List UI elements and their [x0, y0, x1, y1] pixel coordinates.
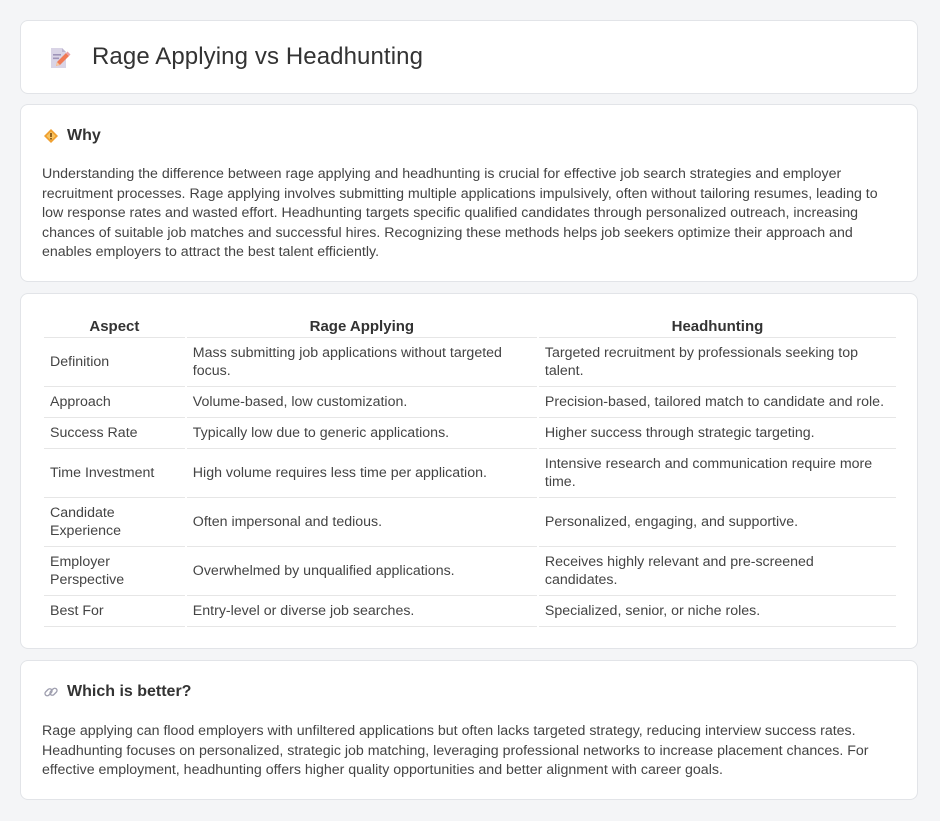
comparison-table — [42, 314, 898, 627]
table-row — [44, 449, 896, 498]
table-row — [44, 387, 896, 418]
why-heading-row — [43, 127, 101, 145]
cell-aspect: Time Investment — [44, 449, 185, 498]
cell-aspect: Employer Perspective — [44, 547, 185, 596]
cell-head: Precision-based, tailored match to candidate and role. — [539, 387, 896, 418]
header-headhunting: Headhunting — [539, 314, 896, 338]
cell-head: Personalized, engaging, and supportive. — [539, 498, 896, 547]
cell-head: Specialized, senior, or niche roles. — [539, 596, 896, 627]
cell-aspect: Success Rate — [44, 418, 185, 449]
page-title: Rage Applying vs Headhunting — [92, 43, 424, 70]
cell-rage: Volume-based, low customization. — [187, 387, 537, 418]
why-text: Understanding the difference between rage applying and headhunting is crucial for effective job search strategies and employer recruitment processes. Rage applying involves submitting multiple applications impulsively, often without tailoring resumes, leading to low response rates and wasted effort. Headhunting targets specific qualified candidates through personalized outreach, increasing chances of suitable job matches and successful hires. Recognizing these methods helps job seekers optimize their approach and enables employers to attract the best talent efficiently. — [42, 166, 878, 260]
cell-head: Intensive research and communication require more time. — [539, 449, 896, 498]
cell-rage: Entry-level or diverse job searches. — [187, 596, 537, 627]
why-heading: Why — [67, 127, 101, 144]
better-section — [20, 660, 918, 800]
table-row — [44, 338, 896, 387]
cell-aspect: Approach — [44, 387, 185, 418]
header-rage-applying: Rage Applying — [187, 314, 537, 338]
cell-rage: Mass submitting job applications without targeted focus. — [187, 338, 537, 387]
table-row — [44, 498, 896, 547]
table-header-row — [44, 314, 896, 338]
cell-rage: Often impersonal and tedious. — [187, 498, 537, 547]
link-icon — [43, 684, 59, 700]
cell-head: Receives highly relevant and pre-screened candidates. — [539, 547, 896, 596]
cell-aspect: Best For — [44, 596, 185, 627]
why-section — [20, 104, 918, 282]
table-row — [44, 596, 896, 627]
cell-head: Higher success through strategic targeting. — [539, 418, 896, 449]
cell-head: Targeted recruitment by professionals seeking top talent. — [539, 338, 896, 387]
table-row — [44, 547, 896, 596]
cell-rage: Overwhelmed by unqualified applications. — [187, 547, 537, 596]
title-card — [20, 20, 918, 94]
cell-rage: Typically low due to generic applications. — [187, 418, 537, 449]
document-pencil-icon — [47, 46, 71, 70]
cell-aspect: Definition — [44, 338, 185, 387]
better-heading-row — [43, 683, 191, 701]
better-heading: Which is better? — [67, 683, 192, 700]
table-row — [44, 418, 896, 449]
cell-aspect: Candidate Experience — [44, 498, 185, 547]
better-text: Rage applying can flood employers with unfiltered applications but often lacks targeted strategy, reducing interview success rates. Headhunting focuses on personalized, strategic job matching, leveraging professional networks to increase placement chances. For effective employment, headhunting offers higher quality opportunities and better alignment with career goals. — [42, 723, 869, 778]
diamond-warning-icon — [43, 128, 59, 144]
header-aspect: Aspect — [44, 314, 185, 338]
comparison-section — [20, 293, 918, 649]
cell-rage: High volume requires less time per application. — [187, 449, 537, 498]
